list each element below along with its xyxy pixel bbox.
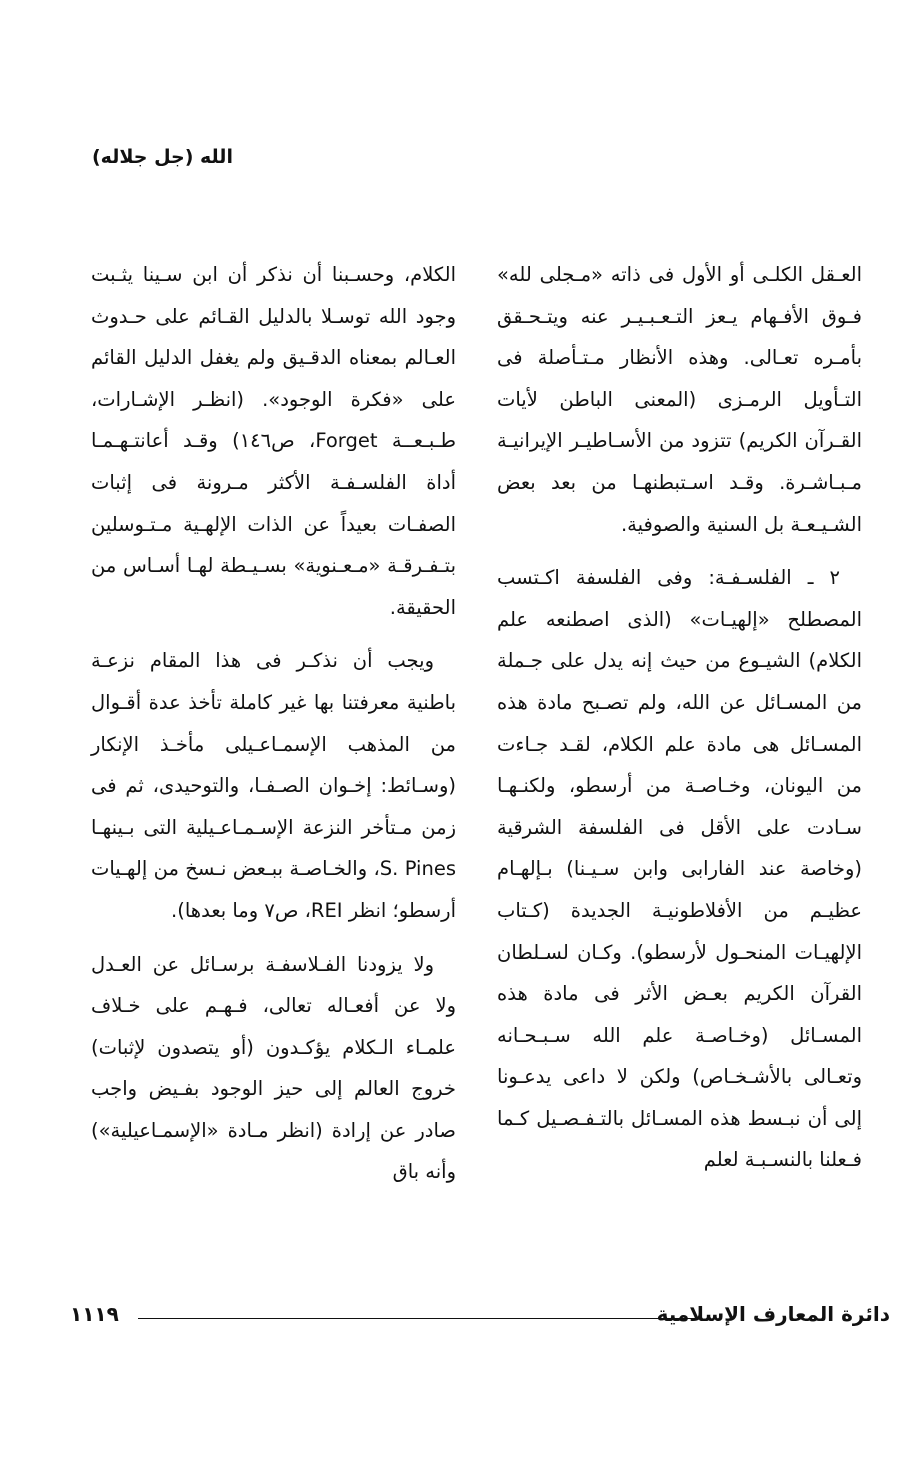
right-paragraph-2: ٢ ـ الفلسـفـة: وفى الفلسفة اكـتسب المصطلح «إلهيـات» (الذى اصطنعه علم الكلام) الشيـوع من حيث إنه يدل على جـملة من المسـائل عن الله، ولم تصـبح مادة هذه المسـائل هى مادة علم الكلام، لقـد جـاءت من اليونان، وخـاصـة من أرسطو، ولكنـهـا سـادت على الأقل فى الفلسفة الشرقية (وخاصة عند الفارابى وابن سـيـنا) بـإلهـام عظيـم من الأفلاطونيـة الجديدة (كـتاب الإلهيـات المنحـول لأرسطو). وكـان لسـلطان القرآن الكريم بعـض الأثر فى مادة هذه المسـائل (وخـاصـة علم الله سـبـحـانه وتعـالى بالأشـخـاص) ولكن لا داعى يدعـونا إلى أن نبـسط هذه المسـائل بالتـفـصـيل كـما فـعلنا بالنسـبـة لعلم <box>497 566 862 1172</box>
publication-title: دائرة المعارف الإسلامية <box>656 1302 890 1326</box>
page-footer <box>70 1302 890 1332</box>
running-head: الله (جل جلاله) <box>92 146 233 168</box>
left-paragraph-1: الكلام، وحسـبنا أن نذكر أن ابن سـينا يثـبت وجود الله توسـلا بالدليل القـائم على حـدوث العـالم بمعناه الدقـيق ولم يغفل الدليل القائم على «فكرة الوجود». (انظـر الإشـارات، طـبـعــة Forget، ص١٤٦) وقـد أعانتـهـمـا أداة الفلسـفـة الأكثر مـرونة فى إثبات الصفـات بعيداً عن الذات الإلهـية مـتـوسلين بتـفـرقـة «مـعـنوية» بسـيـطة لهـا أسـاس من الحقيقة. <box>91 263 456 619</box>
page-number: ١١١٩ <box>70 1302 119 1326</box>
right-paragraph-1: العـقل الكلـى أو الأول فى ذاته «مـجلى لله» فـوق الأفـهام يـعز التـعـبـيـر عنه ويتـحـقق بأمـره تعـالى. وهذه الأنظار مـتـأصلة فى التـأويل الرمـزى (المعنى الباطن لأيات القـرآن الكريم) تتزود من الأسـاطيـر الإيرانيـة مـبـاشـرة. وقـد اسـتبطنهـا من بعد بعض الشـيـعـة بل السنية والصوفية. <box>497 263 862 536</box>
right-column <box>497 254 862 1193</box>
left-paragraph-3: ولا يزودنا الفـلاسفـة برسـائل عن العـدل ولا عن أفعـاله تعالى، فـهـم على خـلاف علمـاء الـكلام يؤكـدون (أو يتصدون لإثبات) خروج العالم إلى حيز الوجود بفـيض واجب صادر عن إرادة (انظر مـادة «الإسمـاعيلية») وأنه باق <box>91 952 456 1184</box>
footer-rule <box>138 1318 696 1319</box>
left-paragraph-2: ويجب أن نذكـر فى هذا المقام نزعـة باطنية معرفتنا بها غير كاملة تأخذ عدة أقـوال من المذهب الإسمـاعـيلى مأخـذ الإنكار (وسـائط: إخـوان الصـفـا، والتوحيدى، ثم فى زمن مـتأخر النزعة الإسـمـاعـيلية التى بـينهـا S. Pines، والخـاصـة ببـعض نـسخ من إلهـيات أرسطو؛ انظر REI، ص٧ وما بعدها). <box>91 649 456 922</box>
left-column <box>91 254 456 1205</box>
